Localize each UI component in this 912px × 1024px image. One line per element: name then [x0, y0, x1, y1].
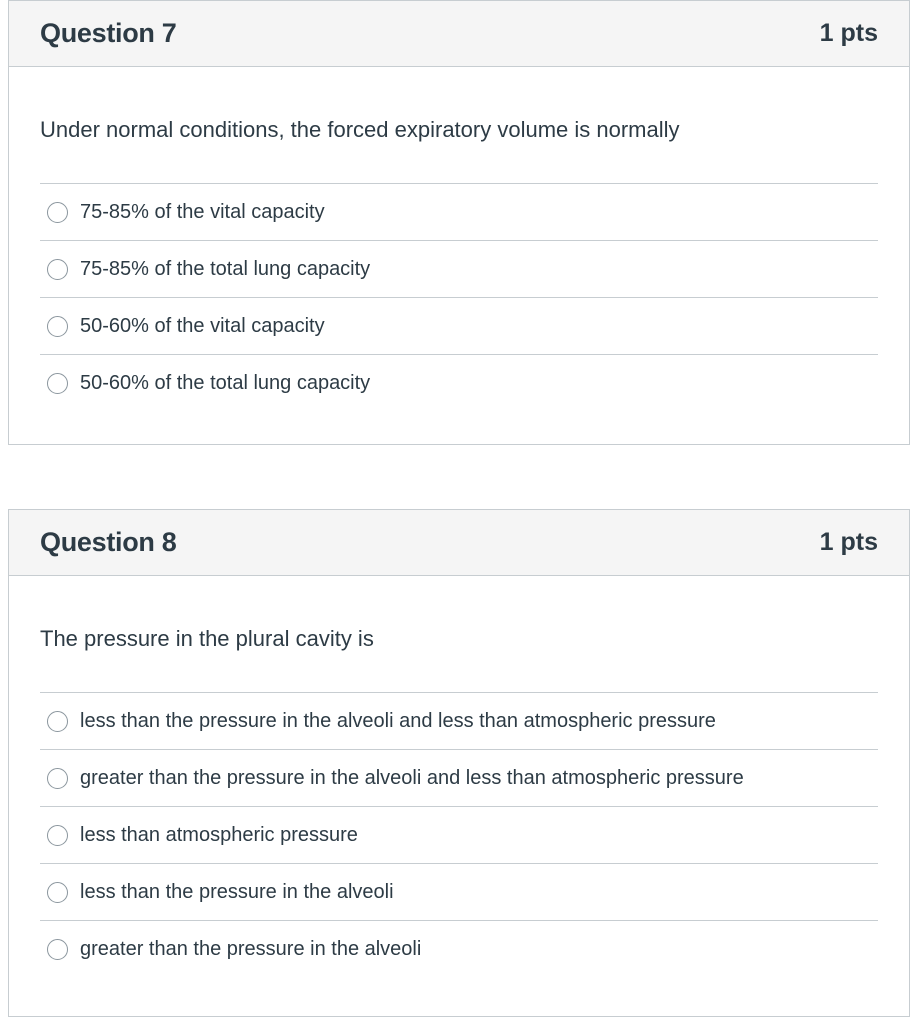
question-title: Question 7: [40, 18, 177, 48]
radio-button[interactable]: [47, 259, 68, 280]
answer-option[interactable]: [40, 240, 878, 297]
answer-option[interactable]: [40, 297, 878, 354]
answer-label[interactable]: less than atmospheric pressure: [80, 823, 358, 846]
question-card-7: [8, 0, 910, 445]
radio-button[interactable]: [47, 882, 68, 903]
question-text: Under normal conditions, the forced expiratory volume is normally: [40, 117, 680, 142]
answer-option[interactable]: [40, 863, 878, 920]
radio-button[interactable]: [47, 939, 68, 960]
radio-button[interactable]: [47, 373, 68, 394]
question-header: [9, 510, 909, 576]
question-body: [9, 576, 909, 977]
radio-button[interactable]: [47, 711, 68, 732]
answer-label[interactable]: 75-85% of the total lung capacity: [80, 257, 371, 280]
answer-label[interactable]: 50-60% of the vital capacity: [80, 314, 325, 337]
answer-list: [40, 183, 878, 411]
radio-button[interactable]: [47, 768, 68, 789]
answer-label[interactable]: 50-60% of the total lung capacity: [80, 371, 371, 394]
radio-button[interactable]: [47, 825, 68, 846]
answer-option[interactable]: [40, 692, 878, 749]
radio-button[interactable]: [47, 316, 68, 337]
answer-label[interactable]: 75-85% of the vital capacity: [80, 200, 325, 223]
question-points: 1 pts: [819, 528, 878, 556]
question-card-8: [8, 509, 910, 1017]
answer-option[interactable]: [40, 749, 878, 806]
answer-label[interactable]: less than the pressure in the alveoli and less than atmospheric pressure: [80, 709, 716, 732]
question-header: [9, 1, 909, 67]
answer-option[interactable]: [40, 806, 878, 863]
answer-label[interactable]: less than the pressure in the alveoli: [80, 880, 394, 903]
question-text: The pressure in the plural cavity is: [40, 626, 374, 651]
question-title: Question 8: [40, 527, 177, 557]
answer-option[interactable]: [40, 920, 878, 977]
radio-button[interactable]: [47, 202, 68, 223]
answer-option[interactable]: [40, 183, 878, 240]
question-body: [9, 67, 909, 411]
question-points: 1 pts: [819, 19, 878, 47]
answer-list: [40, 692, 878, 977]
answer-label[interactable]: greater than the pressure in the alveoli and less than atmospheric pressure: [80, 766, 744, 789]
answer-option[interactable]: [40, 354, 878, 411]
answer-label[interactable]: greater than the pressure in the alveoli: [80, 937, 422, 960]
